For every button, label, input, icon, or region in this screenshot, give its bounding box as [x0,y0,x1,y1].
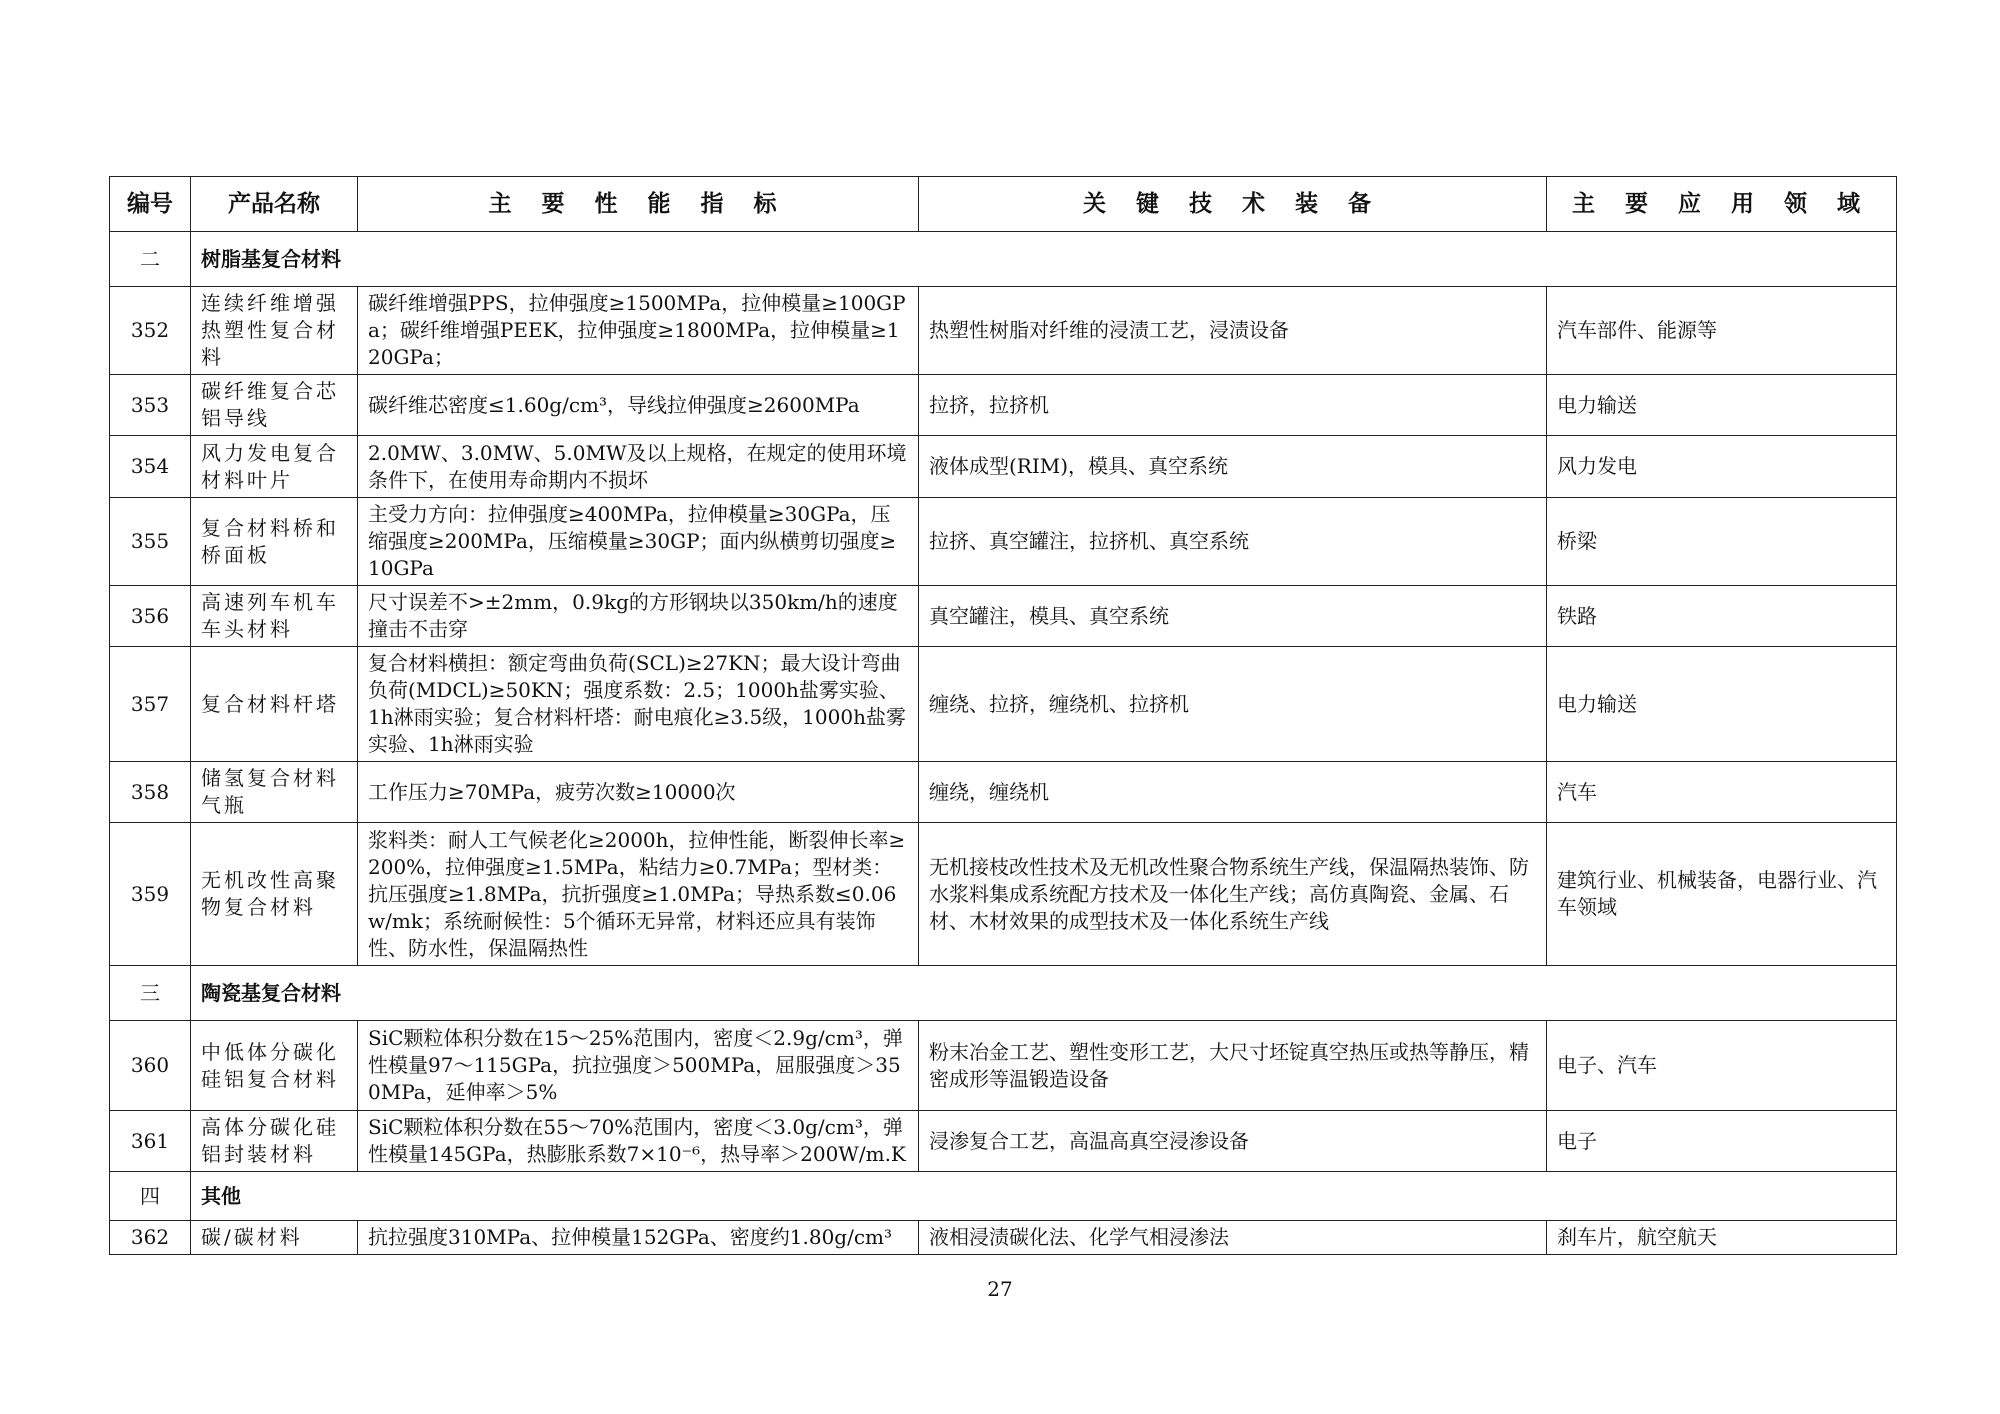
row-number: 362 [110,1221,191,1255]
product-name: 中低体分碳化硅铝复合材料 [191,1021,358,1111]
application-field: 铁路 [1547,586,1897,647]
application-field: 建筑行业、机械装备，电器行业、汽车领域 [1547,823,1897,966]
section-title: 其他 [191,1172,1897,1221]
row-number: 355 [110,498,191,586]
table-row [110,762,1897,823]
table-row [110,287,1897,375]
table-row [110,1111,1897,1172]
application-field: 刹车片，航空航天 [1547,1221,1897,1255]
key-equipment: 拉挤、真空罐注，拉挤机、真空系统 [919,498,1547,586]
performance-spec: 2.0MW、3.0MW、5.0MW及以上规格，在规定的使用环境条件下，在使用寿命期内不损坏 [358,436,919,498]
key-equipment: 无机接枝改性技术及无机改性聚合物系统生产线，保温隔热装饰、防水浆料集成系统配方技术及一体化生产线；高仿真陶瓷、金属、石材、木材效果的成型技术及一体化系统生产线 [919,823,1547,966]
row-number: 354 [110,436,191,498]
performance-spec: 碳纤维增强PPS，拉伸强度≥1500MPa，拉伸模量≥100GPa；碳纤维增强PEEK，拉伸强度≥1800MPa，拉伸模量≥120GPa； [358,287,919,375]
application-field: 汽车 [1547,762,1897,823]
section-id: 二 [110,232,191,287]
key-equipment: 缠绕，缠绕机 [919,762,1547,823]
row-number: 357 [110,647,191,762]
table-row [110,375,1897,436]
product-name: 碳/碳材料 [191,1221,358,1255]
section-title: 树脂基复合材料 [191,232,1897,287]
section-row [110,966,1897,1021]
table-row [110,586,1897,647]
performance-spec: SiC颗粒体积分数在15～25%范围内，密度＜2.9g/cm³，弹性模量97～115GPa，抗拉强度＞500MPa，屈服强度＞350MPa，延伸率＞5% [358,1021,919,1111]
row-number: 359 [110,823,191,966]
header-row [110,177,1897,232]
application-field: 电子、汽车 [1547,1021,1897,1111]
performance-spec: SiC颗粒体积分数在55～70%范围内，密度＜3.0g/cm³，弹性模量145GPa，热膨胀系数7×10⁻⁶，热导率＞200W/m.K [358,1111,919,1172]
application-field: 电子 [1547,1111,1897,1172]
product-name: 复合材料杆塔 [191,647,358,762]
row-number: 361 [110,1111,191,1172]
product-name: 高速列车机车车头材料 [191,586,358,647]
application-field: 电力输送 [1547,647,1897,762]
performance-spec: 主受力方向：拉伸强度≥400MPa，拉伸模量≥30GPa，压缩强度≥200MPa，压缩模量≥30GP；面内纵横剪切强度≥10GPa [358,498,919,586]
section-id: 四 [110,1172,191,1221]
product-name: 无机改性高聚物复合材料 [191,823,358,966]
table-row [110,823,1897,966]
product-name: 储氢复合材料气瓶 [191,762,358,823]
row-number: 356 [110,586,191,647]
performance-spec: 尺寸误差不>±2mm，0.9kg的方形钢块以350km/h的速度撞击不击穿 [358,586,919,647]
key-equipment: 液相浸渍碳化法、化学气相浸渗法 [919,1221,1547,1255]
section-row [110,1172,1897,1221]
performance-spec: 复合材料横担：额定弯曲负荷(SCL)≥27KN；最大设计弯曲负荷(MDCL)≥50KN；强度系数：2.5；1000h盐雾实验、1h淋雨实验；复合材料杆塔：耐电痕化≥3.5级，1000h盐雾实验、1h淋雨实验 [358,647,919,762]
product-name: 高体分碳化硅铝封装材料 [191,1111,358,1172]
application-field: 汽车部件、能源等 [1547,287,1897,375]
application-field: 电力输送 [1547,375,1897,436]
page-number: 27 [987,1277,1013,1301]
header-product: 产品名称 [191,177,358,232]
performance-spec: 浆料类：耐人工气候老化≥2000h，拉伸性能，断裂伸长率≥200%，拉伸强度≥1.5MPa，粘结力≥0.7MPa；型材类：抗压强度≥1.8MPa，抗折强度≥1.0MPa；导热系数≤0.06w/mk；系统耐候性：5个循环无异常，材料还应具有装饰性、防水性，保温隔热性 [358,823,919,966]
key-equipment: 真空罐注，模具、真空系统 [919,586,1547,647]
key-equipment: 粉末冶金工艺、塑性变形工艺，大尺寸坯锭真空热压或热等静压，精密成形等温锻造设备 [919,1021,1547,1111]
application-field: 桥梁 [1547,498,1897,586]
performance-spec: 抗拉强度310MPa、拉伸模量152GPa、密度约1.80g/cm³ [358,1221,919,1255]
performance-spec: 工作压力≥70MPa，疲劳次数≥10000次 [358,762,919,823]
key-equipment: 缠绕、拉挤，缠绕机、拉挤机 [919,647,1547,762]
row-number: 358 [110,762,191,823]
row-number: 353 [110,375,191,436]
product-name: 连续纤维增强热塑性复合材料 [191,287,358,375]
product-name: 复合材料桥和桥面板 [191,498,358,586]
table-row [110,1021,1897,1111]
section-title: 陶瓷基复合材料 [191,966,1897,1021]
table-row [110,498,1897,586]
application-field: 风力发电 [1547,436,1897,498]
section-id: 三 [110,966,191,1021]
table-row [110,647,1897,762]
product-table [109,176,1897,1255]
table-row [110,436,1897,498]
header-application: 主 要 应 用 领 域 [1547,177,1897,232]
section-row [110,232,1897,287]
header-equipment: 关 键 技 术 装 备 [919,177,1547,232]
product-name: 碳纤维复合芯铝导线 [191,375,358,436]
table-row [110,1221,1897,1255]
row-number: 360 [110,1021,191,1111]
header-performance: 主 要 性 能 指 标 [358,177,919,232]
key-equipment: 浸渗复合工艺，高温高真空浸渗设备 [919,1111,1547,1172]
key-equipment: 拉挤，拉挤机 [919,375,1547,436]
product-name: 风力发电复合材料叶片 [191,436,358,498]
performance-spec: 碳纤维芯密度≤1.60g/cm³，导线拉伸强度≥2600MPa [358,375,919,436]
row-number: 352 [110,287,191,375]
key-equipment: 液体成型(RIM)，模具、真空系统 [919,436,1547,498]
table-body [110,232,1897,1255]
header-no: 编号 [110,177,191,232]
key-equipment: 热塑性树脂对纤维的浸渍工艺，浸渍设备 [919,287,1547,375]
